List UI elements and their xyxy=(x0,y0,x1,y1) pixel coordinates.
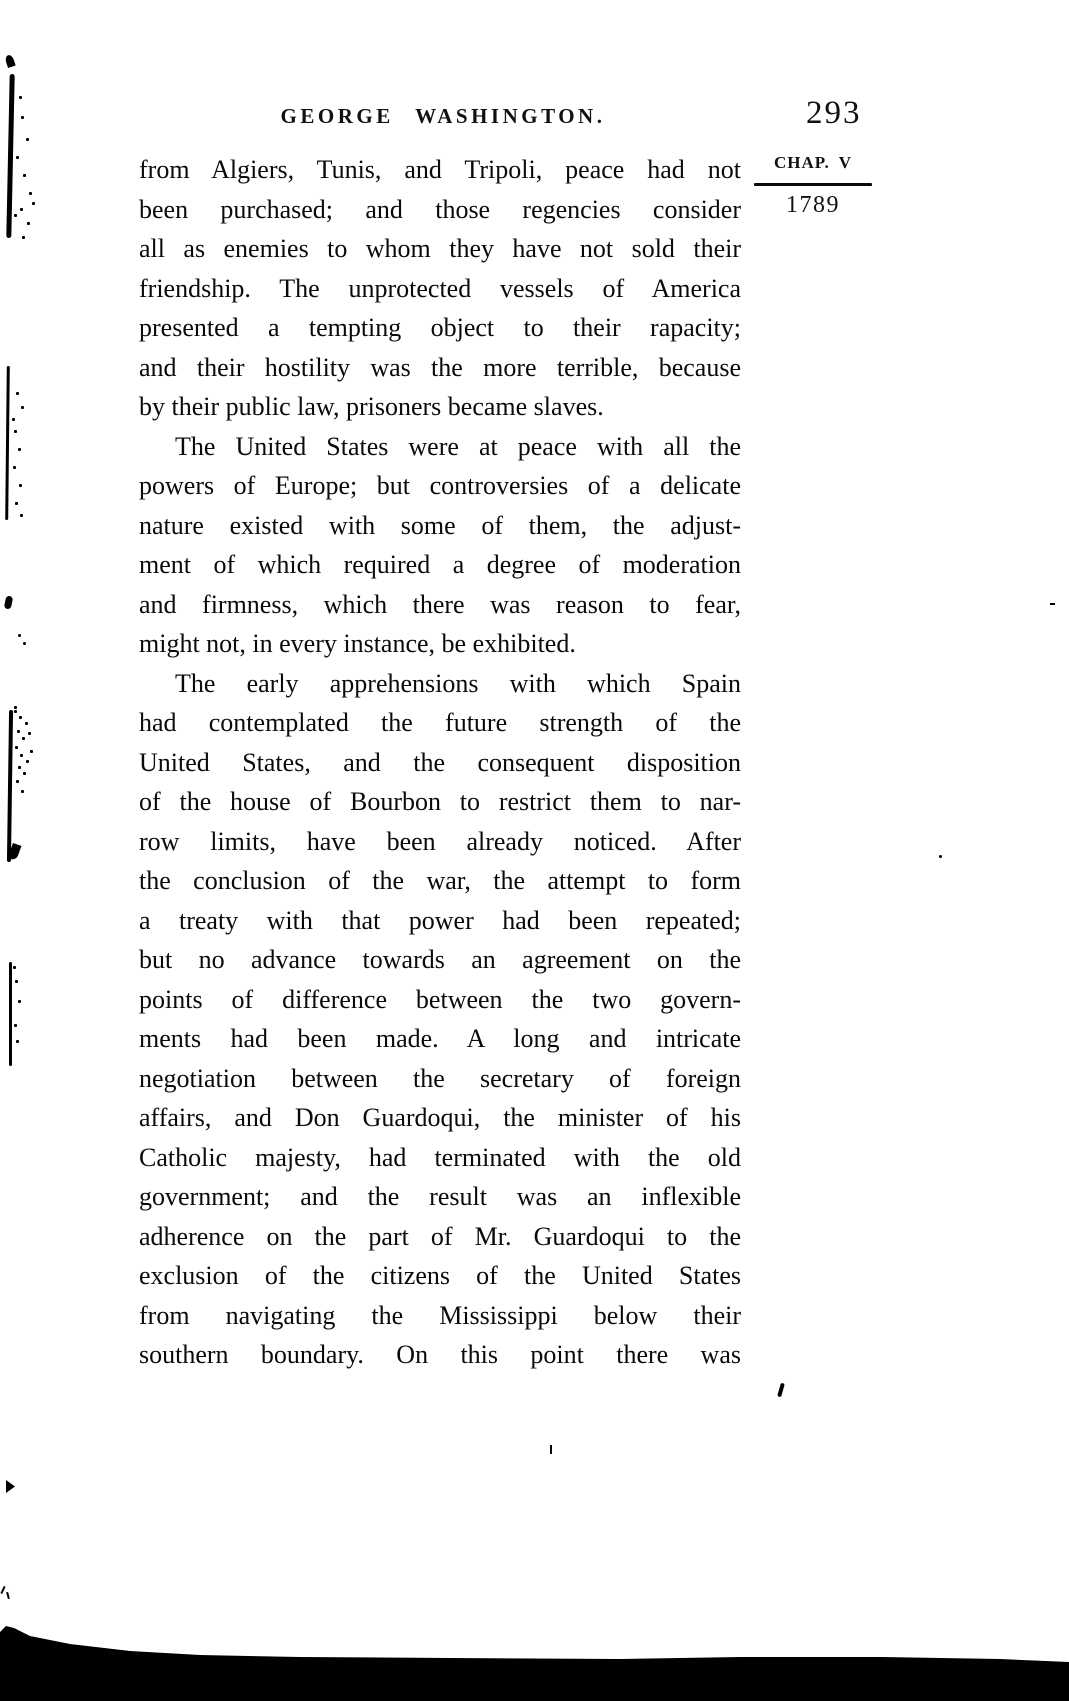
text-line: adherence on the part of Mr. Guardoqui to the xyxy=(139,1221,741,1251)
text-line: and firmness, which there was reason to fear, xyxy=(139,589,741,619)
text-line: exclusion of the citizens of the United States xyxy=(139,1261,741,1290)
ink-dot-artifact xyxy=(18,634,21,637)
binding-streak-artifact xyxy=(5,366,10,520)
running-head: GEORGE WASHINGTON. xyxy=(280,104,606,128)
text-line: Catholic majesty, had terminated with the old xyxy=(139,1142,741,1172)
ink-speckles-artifact xyxy=(12,418,15,421)
ink-blot-artifact xyxy=(4,595,14,609)
text-line: United States, and the consequent disposition xyxy=(139,747,741,777)
chapter-label: CHAP. V xyxy=(773,153,853,172)
text-line: the conclusion of the war, the attempt to form xyxy=(139,866,741,895)
text-line: and their hostility was the more terrible, because xyxy=(139,352,741,382)
ink-tick-artifact xyxy=(777,1383,785,1398)
text-line: presented a tempting object to their rapacity; xyxy=(139,313,741,342)
ink-dot-artifact xyxy=(1050,603,1055,605)
text-line: but no advance towards an agreement on the xyxy=(139,945,741,974)
text-line: might not, in every instance, be exhibited. xyxy=(139,629,576,658)
text-line: had contemplated the future strength of the xyxy=(139,708,741,737)
binding-streak-artifact xyxy=(9,962,12,1066)
text-line: ments had been made. A long and intricate xyxy=(139,1024,741,1053)
text-line: government; and the result was an inflexible xyxy=(139,1182,741,1211)
text-line: all as enemies to whom they have not sold their xyxy=(139,234,741,263)
ink-speckles-artifact xyxy=(14,706,17,709)
text-line: been purchased; and those regencies consider xyxy=(139,194,741,224)
ink-tick-artifact xyxy=(550,1445,552,1454)
year-label: 1789 xyxy=(786,192,840,218)
ink-curl-artifact xyxy=(6,1592,10,1599)
text-line: friendship. The unprotected vessels of America xyxy=(139,273,741,303)
text-line: The early apprehensions with which Spain xyxy=(175,668,741,698)
text-line: of the house of Bourbon to restrict them to nar- xyxy=(139,787,741,816)
text-line: a treaty with that power had been repeated; xyxy=(139,905,741,935)
text-line: ment of which required a degree of moderation xyxy=(139,550,741,579)
text-line: negotiation between the secretary of foreign xyxy=(139,1063,741,1093)
body-text xyxy=(139,150,741,1375)
text-line: The United States were at peace with all the xyxy=(175,431,741,461)
ink-dot-artifact xyxy=(939,855,942,858)
binding-hook-artifact xyxy=(4,54,15,68)
text-line: row limits, have been already noticed. After xyxy=(139,826,741,856)
page-number: 293 xyxy=(806,95,862,131)
ink-dot-artifact xyxy=(23,642,26,645)
ink-curl-artifact xyxy=(0,1586,5,1594)
binding-streak-artifact xyxy=(6,74,14,238)
text-line: from Algiers, Tunis, and Tripoli, peace had not xyxy=(139,155,741,184)
text-line: points of difference between the two govern- xyxy=(139,984,741,1014)
ink-speckles-artifact xyxy=(19,96,22,99)
ink-speckles-artifact xyxy=(13,966,16,969)
page-bottom-scan-shadow xyxy=(0,1626,1069,1701)
text-line: powers of Europe; but controversies of a delicate xyxy=(139,471,741,500)
text-line: southern boundary. On this point there was xyxy=(139,1340,741,1369)
margin-note xyxy=(752,153,874,219)
ink-mark-artifact xyxy=(6,1480,15,1493)
binding-streak-artifact xyxy=(7,710,13,862)
text-line: nature existed with some of them, the adjust- xyxy=(139,510,741,540)
text-line: affairs, and Don Guardoqui, the minister of his xyxy=(139,1103,741,1132)
text-line: by their public law, prisoners became slaves. xyxy=(139,392,604,421)
margin-note-rule xyxy=(754,183,872,186)
text-line: from navigating the Mississippi below their xyxy=(139,1300,741,1330)
